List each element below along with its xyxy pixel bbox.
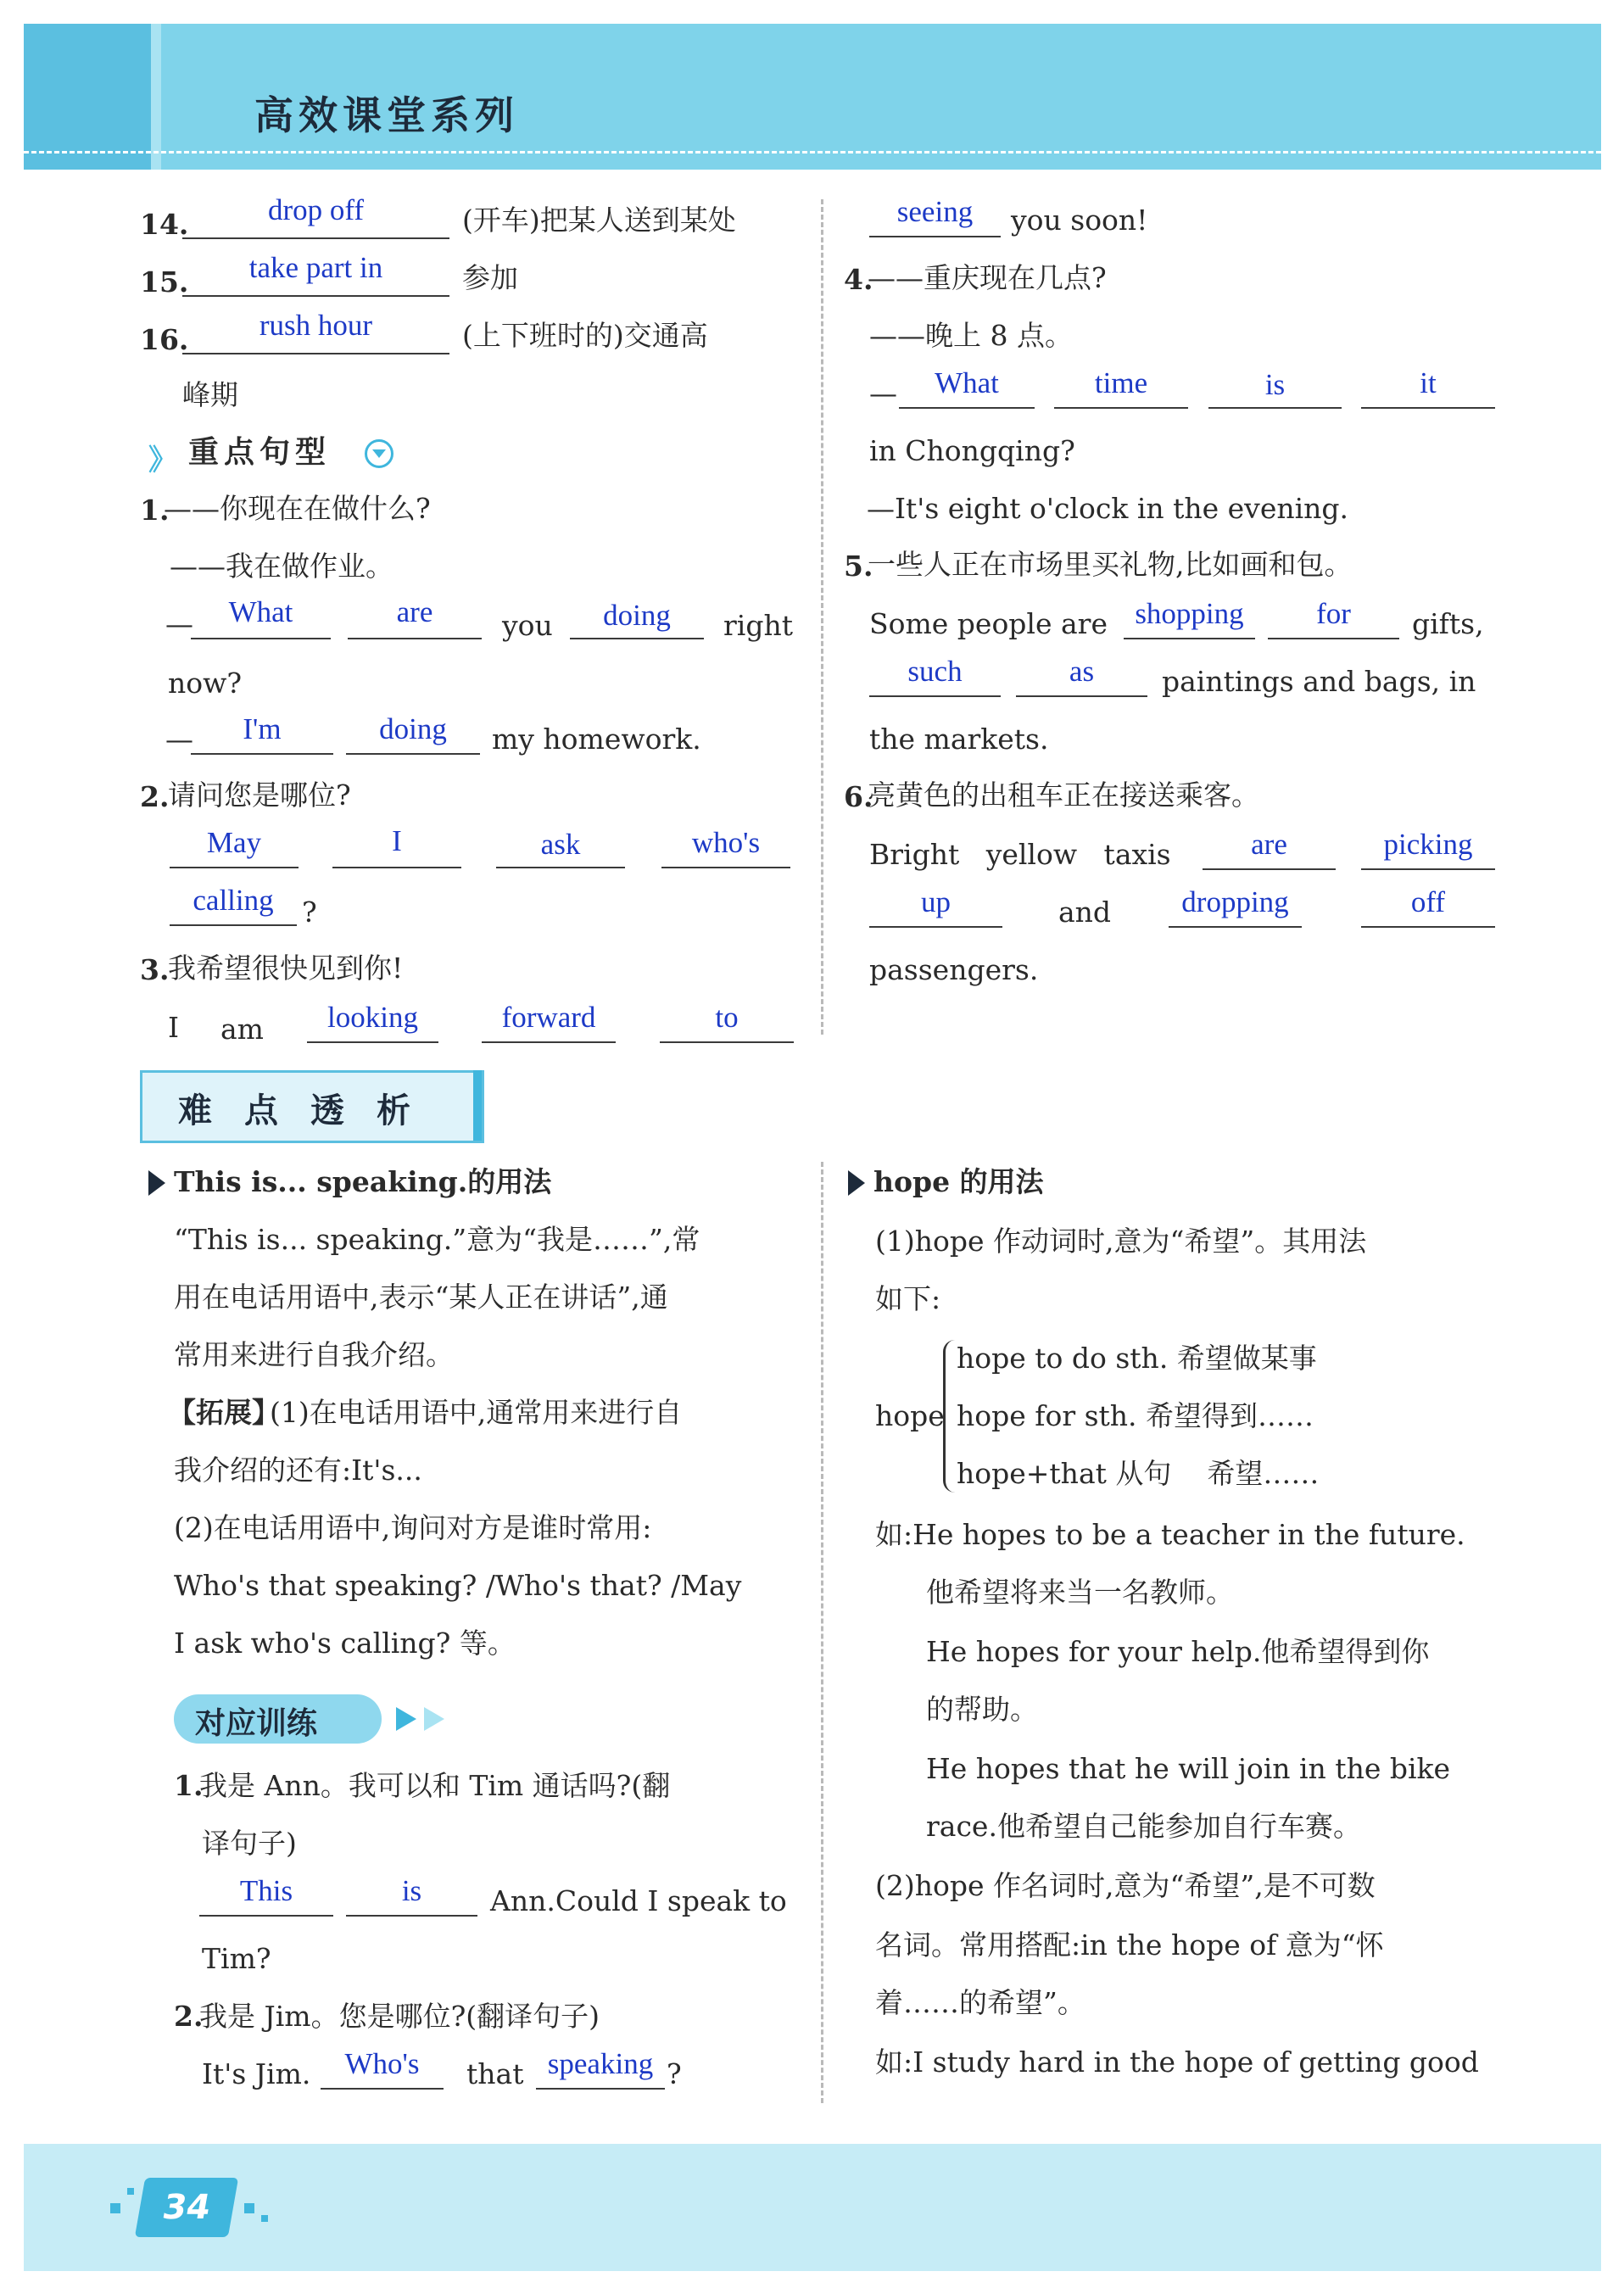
question-chinese: 我是 Ann。我可以和 Tim 通话吗?(翻 [199,1769,671,1802]
section-title: 难点透析 [178,1091,443,1130]
answer-blank [1268,638,1399,639]
answer-text: is [401,1874,422,1907]
answer-blank [496,867,625,868]
answer-blank [1124,638,1255,639]
question-chinese: 我希望很快见到你! [168,951,404,985]
answer-text: seeing [896,195,974,228]
word: my homework. [492,723,701,756]
word: am [220,1013,264,1046]
answer-text: such [907,655,963,688]
word: the markets. [869,723,1049,756]
page-header-title: 高效课堂系列 [254,92,519,138]
paragraph-line: I ask who's calling? 等。 [174,1627,516,1660]
answer-text: dropping [1181,885,1289,918]
answer-text: is [1264,368,1286,401]
answer-text: speaking [547,2047,654,2080]
question-number: 2. [174,2000,204,2033]
answer-blank [182,353,449,354]
word: you soon! [1011,204,1148,237]
usage-line: hope to do sth. 希望做某事 [957,1342,1317,1375]
paragraph-line: (2)在电话用语中,询问对方是谁时常用: [174,1511,652,1544]
answer-blank [170,867,299,868]
answer-blank [660,1041,794,1043]
answer-blank [199,1915,333,1917]
question-chinese: 一些人正在市场里买礼物,比如画和包。 [868,548,1353,581]
paragraph-line: 名词。常用搭配:in the hope of 意为“怀 [875,1928,1384,1962]
column-divider [821,1162,823,2103]
footer-band [24,2144,1601,2271]
paragraph-line: 常用来进行自我介绍。 [174,1338,454,1371]
answer-text: shopping [1135,597,1244,630]
subsection-heading: hope 的用法 [873,1165,1044,1198]
example-translation: race.他希望自己能参加自行车赛。 [926,1810,1361,1843]
answer-text: I [392,824,402,857]
answer-text: looking [327,1001,418,1034]
answer-blank [1169,926,1302,928]
question-chinese: 我是 Jim。您是哪位?(翻译句子) [199,2000,600,2033]
word: right [723,609,793,642]
paragraph-line: 我介绍的还有:It's... [174,1454,422,1487]
answer-text: off [1410,885,1446,918]
answer-text: picking [1383,828,1473,861]
answer-blank [332,867,461,868]
answer-text: What [228,595,293,628]
answer-blank [482,1041,616,1043]
answer-text: This [239,1874,293,1907]
section-title-accent [473,1070,482,1141]
answer-text: Who's [344,2047,420,2080]
answer-text: take part in [248,251,383,284]
phrase-meaning: (上下班时的)交通高 [462,319,708,352]
decorative-dot [244,2203,254,2213]
word: that [466,2057,524,2090]
answer-blank [170,924,297,926]
answer-blank [1016,695,1147,697]
phrase-meaning: (开车)把某人送到某处 [462,204,736,237]
answer-blank [869,695,1001,697]
answer-blank [899,407,1035,409]
phrase-number: 14. [140,208,189,241]
question-number: 4. [844,263,873,296]
decorative-dot [127,2188,134,2195]
example-line: 如:I study hard in the hope of getting good [875,2045,1479,2079]
answer-blank [661,867,790,868]
chevron-right-icon: 》 [148,444,177,477]
triangle-bullet-icon [848,1170,865,1196]
question-number: 5. [844,550,873,583]
word: and [1058,896,1112,929]
answer-text: I'm [243,712,282,745]
decorative-dot [110,2203,120,2213]
answer-blank [321,2088,444,2090]
header-stripe-light [151,24,161,170]
answer-text: doing [603,599,671,632]
answer-text: forward [501,1001,596,1034]
answer-blank [1203,868,1336,870]
hope-root-label: hope [875,1399,945,1432]
usage-line: hope+that 从句 希望…… [957,1457,1320,1490]
column-divider [821,199,823,1035]
paragraph-line: Who's that speaking? /Who's that? /May [174,1569,742,1602]
example-translation: 他希望将来当一名教师。 [926,1576,1234,1609]
decorative-dot [261,2215,268,2222]
header-divider [24,151,1601,153]
header-stripe [24,24,151,170]
word: gifts, [1412,607,1484,640]
paragraph-line: 着……的希望”。 [875,1986,1085,2019]
word: Tim? [202,1942,271,1975]
answer-blank [1054,407,1188,409]
question-chinese: ——你现在在做什么? [164,492,431,525]
answer-blank [869,236,1001,237]
answer-blank [536,2088,665,2090]
example-translation: 的帮助。 [926,1693,1038,1726]
word: I [168,1011,180,1044]
answer-blank [346,753,480,755]
subsection-heading: This is... speaking.的用法 [174,1165,552,1198]
paragraph-line: 如下: [875,1282,941,1315]
answer-blank [1361,407,1495,409]
word: Some people are [869,607,1108,640]
question-chinese: ——晚上 8 点。 [869,319,1073,352]
answer-text: for [1316,597,1351,630]
word: now? [168,667,243,700]
dash: — [165,607,193,640]
answer-text: are [1251,828,1287,861]
answer-text: ask [540,828,581,861]
answer-sentence: —It's eight o'clock in the evening. [867,492,1349,525]
page-number: 34 [135,2178,238,2237]
play-arrow-icon [396,1707,416,1731]
answer-blank [348,638,482,639]
answer-text: May [206,826,262,859]
paragraph-line: “This is... speaking.”意为“我是……”,常 [174,1223,700,1256]
dash: — [165,723,193,756]
question-number: 3. [140,953,170,986]
question-number: 1. [174,1769,204,1802]
dash: — [869,377,897,410]
word: Bright yellow taxis [869,838,1171,871]
answer-text: time [1094,366,1148,399]
answer-text: drop off [267,193,365,226]
answer-blank [346,1915,477,1917]
chevron-down-circle-icon [365,439,393,468]
word: It's Jim. [202,2057,311,2090]
answer-text: it [1420,366,1437,399]
answer-blank [182,295,449,297]
usage-line: hope for sth. 希望得到…… [957,1399,1314,1432]
section-heading: 重点句型 [188,435,332,470]
answer-text: who's [691,826,761,859]
answer-text: What [935,366,999,399]
practice-label: 对应训练 [195,1706,318,1741]
answer-blank [307,1041,438,1043]
answer-blank [191,638,331,639]
word: in Chongqing? [869,434,1075,467]
answer-text: up [921,885,951,918]
question-chinese: 译句子) [202,1827,297,1860]
answer-text: calling [193,884,274,917]
punctuation: ? [667,2057,682,2090]
question-number: 2. [140,780,170,813]
example-line: He hopes for your help.他希望得到你 [926,1635,1430,1668]
answer-blank [191,753,333,755]
punctuation: ? [302,896,317,929]
answer-blank [570,638,704,639]
question-chinese: 亮黄色的出租车正在接送乘客。 [868,778,1259,812]
answer-text: as [1069,655,1095,688]
play-arrow-icon [424,1707,444,1731]
answer-blank [182,237,449,239]
paragraph-line: (2)hope 作名词时,意为“希望”,是不可数 [875,1869,1376,1902]
word: Ann.Could I speak to [490,1884,787,1917]
question-number: 1. [140,494,170,527]
question-chinese: ——我在做作业。 [170,550,393,583]
question-number: 6. [844,780,873,813]
paragraph-line: (1)在电话用语中,通常用来进行自 [270,1396,683,1429]
word: you [502,609,553,642]
phrase-number: 15. [140,265,189,299]
example-line: 如:He hopes to be a teacher in the future. [875,1518,1465,1551]
question-chinese: ——重庆现在几点? [868,261,1107,294]
paragraph-line: 用在电话用语中,表示“某人正在讲话”,通 [174,1281,668,1314]
answer-text: doing [379,712,447,745]
phrase-meaning-cont: 峰期 [182,378,238,411]
word: passengers. [869,953,1039,986]
question-chinese: 请问您是哪位? [168,778,351,812]
answer-text: to [715,1001,739,1034]
answer-blank [1208,407,1342,409]
answer-blank [1361,868,1495,870]
answer-blank [1361,926,1495,928]
example-line: He hopes that he will join in the bike [926,1752,1451,1785]
phrase-meaning: 参加 [462,261,518,294]
word: paintings and bags, in [1162,665,1476,698]
answer-text: rush hour [259,309,373,342]
phrase-number: 16. [140,323,189,356]
triangle-bullet-icon [148,1170,165,1196]
answer-text: are [396,595,433,628]
answer-blank [869,926,1002,928]
extension-label: 【拓展】 [168,1396,280,1429]
paragraph-line: (1)hope 作动词时,意为“希望”。其用法 [875,1225,1367,1258]
